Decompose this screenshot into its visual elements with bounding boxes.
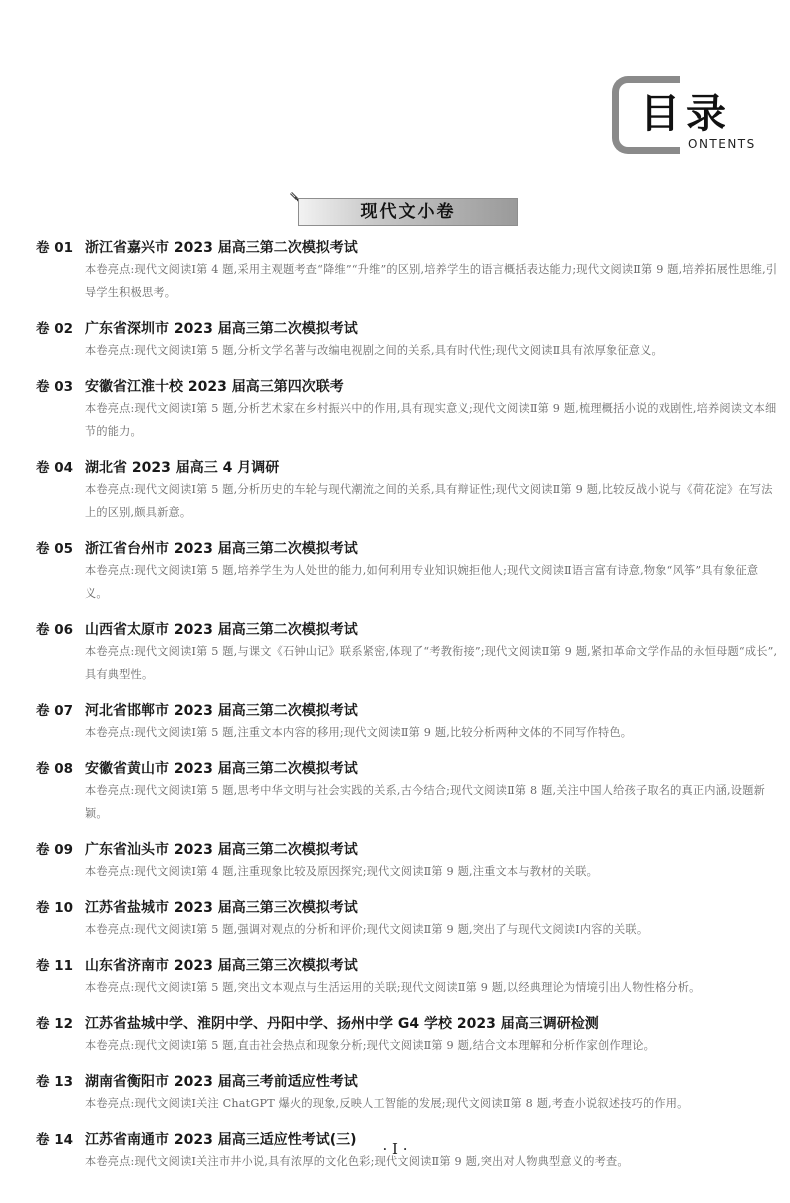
entry-description: 本卷亮点:现代文阅读Ⅰ第 5 题,分析文学名著与改编电视剧之间的关系,具有时代性;现代文阅读Ⅱ具有浓厚象征意义。 <box>85 344 663 357</box>
entry-number: 卷 11 <box>36 958 73 974</box>
entry-number: 卷 06 <box>36 622 73 638</box>
entry-description: 本卷亮点:现代文阅读Ⅰ第 5 题,培养学生为人处世的能力,如何利用专业知识婉拒他人;现代文阅读Ⅱ语言富有诗意,物象“风筝”具有象征意义。 <box>85 564 759 600</box>
entry-title: 江苏省盐城市 2023 届高三第三次模拟考试 <box>85 900 358 916</box>
entry-number: 卷 13 <box>36 1074 73 1090</box>
toc-entry[interactable] <box>36 954 780 999</box>
toc-entry[interactable] <box>36 317 780 362</box>
toc-entry[interactable] <box>36 618 780 686</box>
entry-description: 本卷亮点:现代文阅读Ⅰ第 5 题,分析艺术家在乡村振兴中的作用,具有现实意义;现代文阅读Ⅱ第 9 题,梳理概括小说的戏剧性,培养阅读文本细节的能力。 <box>85 402 777 438</box>
toc-entry[interactable] <box>36 456 780 524</box>
entry-title: 广东省深圳市 2023 届高三第二次模拟考试 <box>85 321 358 337</box>
entry-description: 本卷亮点:现代文阅读Ⅰ关注市井小说,具有浓厚的文化色彩;现代文阅读Ⅱ第 9 题,突出对人物典型意义的考查。 <box>85 1155 629 1168</box>
toc-entry[interactable] <box>36 838 780 883</box>
entry-description: 本卷亮点:现代文阅读Ⅰ第 5 题,直击社会热点和现象分析;现代文阅读Ⅱ第 9 题,结合文本理解和分析作家创作理论。 <box>85 1039 655 1052</box>
entry-title: 湖北省 2023 届高三 4 月调研 <box>85 460 280 476</box>
entry-title: 江苏省盐城中学、淮阴中学、丹阳中学、扬州中学 G4 学校 2023 届高三调研检测 <box>85 1016 599 1032</box>
logo-subtitle: ONTENTS <box>688 137 756 151</box>
entry-description: 本卷亮点:现代文阅读Ⅰ第 5 题,注重文本内容的移用;现代文阅读Ⅱ第 9 题,比较分析两种文体的不同写作特色。 <box>85 726 633 739</box>
entry-number: 卷 14 <box>36 1132 73 1148</box>
entry-title: 山东省济南市 2023 届高三第三次模拟考试 <box>85 958 358 974</box>
entry-number: 卷 09 <box>36 842 73 858</box>
entry-description: 本卷亮点:现代文阅读Ⅰ第 5 题,强调对观点的分析和评价;现代文阅读Ⅱ第 9 题,突出了与现代文阅读Ⅰ内容的关联。 <box>85 923 649 936</box>
entry-description: 本卷亮点:现代文阅读Ⅰ第 5 题,分析历史的车轮与现代潮流之间的关系,具有辩证性;现代文阅读Ⅱ第 9 题,比较反战小说与《荷花淀》在写法上的区别,颇具新意。 <box>85 483 773 519</box>
section-header <box>284 190 520 228</box>
entry-title: 湖南省衡阳市 2023 届高三考前适应性考试 <box>85 1074 358 1090</box>
entry-number: 卷 07 <box>36 703 73 719</box>
logo-title: 目录 <box>640 91 732 137</box>
entry-title: 安徽省黄山市 2023 届高三第二次模拟考试 <box>85 761 358 777</box>
toc-list <box>36 236 780 1186</box>
toc-entry[interactable] <box>36 1070 780 1115</box>
toc-entry[interactable] <box>36 1012 780 1057</box>
toc-entry[interactable] <box>36 896 780 941</box>
toc-entry[interactable] <box>36 757 780 825</box>
page-number: · Ⅰ · <box>382 1140 408 1158</box>
entry-description: 本卷亮点:现代文阅读Ⅰ关注 ChatGPT 爆火的现象,反映人工智能的发展;现代文阅读Ⅱ第 8 题,考查小说叙述技巧的作用。 <box>85 1097 689 1110</box>
entry-description: 本卷亮点:现代文阅读Ⅰ第 4 题,注重现象比较及原因探究;现代文阅读Ⅱ第 9 题,注重文本与教材的关联。 <box>85 865 599 878</box>
entry-number: 卷 02 <box>36 321 73 337</box>
entry-number: 卷 03 <box>36 379 73 395</box>
entry-title: 广东省汕头市 2023 届高三第二次模拟考试 <box>85 842 358 858</box>
entry-description: 本卷亮点:现代文阅读Ⅰ第 5 题,思考中华文明与社会实践的关系,古今结合;现代文阅读Ⅱ第 8 题,关注中国人给孩子取名的真正内涵,设题新颖。 <box>85 784 765 820</box>
entry-title: 浙江省嘉兴市 2023 届高三第二次模拟考试 <box>85 240 358 256</box>
entry-number: 卷 08 <box>36 761 73 777</box>
entry-title: 江苏省南通市 2023 届高三适应性考试(三) <box>85 1132 357 1148</box>
entry-number: 卷 04 <box>36 460 73 476</box>
entry-description: 本卷亮点:现代文阅读Ⅰ第 5 题,突出文本观点与生活运用的关联;现代文阅读Ⅱ第 9 题,以经典理论为情境引出人物性格分析。 <box>85 981 701 994</box>
toc-entry[interactable] <box>36 537 780 605</box>
entry-title: 山西省太原市 2023 届高三第二次模拟考试 <box>85 622 358 638</box>
entry-number: 卷 10 <box>36 900 73 916</box>
entry-title: 河北省邯郸市 2023 届高三第二次模拟考试 <box>85 703 358 719</box>
entry-description: 本卷亮点:现代文阅读Ⅰ第 4 题,采用主观题考查“降维”“升维”的区别,培养学生的语言概括表达能力;现代文阅读Ⅱ第 9 题,培养拓展性思维,引导学生积极思考。 <box>85 263 778 299</box>
entry-description: 本卷亮点:现代文阅读Ⅰ第 5 题,与课文《石钟山记》联系紧密,体现了“考教衔接”;现代文阅读Ⅱ第 9 题,紧扣革命文学作品的永恒母题“成长”,具有典型性。 <box>85 645 778 681</box>
entry-number: 卷 12 <box>36 1016 73 1032</box>
contents-logo <box>612 76 780 162</box>
toc-entry[interactable] <box>36 375 780 443</box>
toc-entry[interactable] <box>36 699 780 744</box>
entry-number: 卷 01 <box>36 240 73 256</box>
entry-title: 安徽省江淮十校 2023 届高三第四次联考 <box>85 379 344 395</box>
entry-title: 浙江省台州市 2023 届高三第二次模拟考试 <box>85 541 358 557</box>
toc-entry[interactable] <box>36 236 780 304</box>
section-title: 现代文小卷 <box>298 198 518 226</box>
entry-number: 卷 05 <box>36 541 73 557</box>
